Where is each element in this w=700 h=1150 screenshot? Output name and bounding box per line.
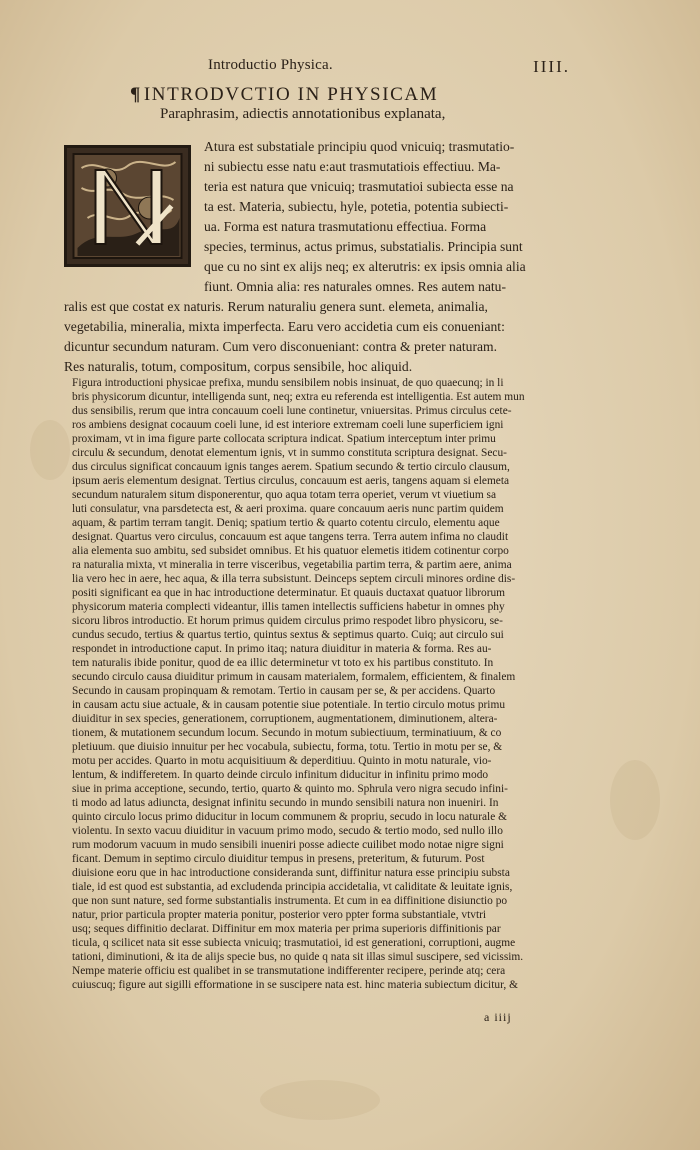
lead-line: ta est. Materia, subiectu, hyle, potetia, potentia subiecti-: [204, 199, 509, 214]
commentary-line: luti consulatur, vna parsdetecta est, & aeri proxima. quare concauum aeris nunc partim quidem: [72, 503, 504, 515]
chapter-title-text: INTRODVCTIO IN PHYSICAM: [143, 84, 439, 105]
commentary-line: que non sunt nature, sed forme substantialis instrumenta. Et cum in ea diffinitione disiunctio po: [72, 895, 508, 907]
lead-line: que cu no sint ex alijs neq; ex alterutris: ex ipsis omnia alia: [204, 259, 526, 274]
paper-stain: [30, 420, 70, 480]
paper-stain: [260, 1080, 380, 1120]
commentary-line: Nempe materie officiu est qualibet in se transmutatione indifferenter recipere, perinde atq; cera: [72, 965, 506, 977]
commentary-line: dus sensibilis, rerum que intra concauum coeli lune continetur, vniuersitas. Primus circulus cete-: [72, 405, 512, 417]
commentary-line: quinto circulo locus primo diducitur in locum communem & propriu, secudo in locu naturale &: [72, 811, 507, 823]
commentary-line: tionem, & mutationem secundum locum. Secundo in motum subiectiuum, terminatiuum, & co: [72, 727, 502, 739]
commentary-line: usq; seques diffinitio declarat. Diffinitur em mox materia per prima superioris diffinitionis par: [72, 923, 501, 935]
commentary-line: tiale, id est quod est substantia, ad excludenda principia accidetalia, vt caliditate & leuitate ignis,: [72, 881, 513, 893]
commentary-line: Figura introductioni physicae prefixa, mundu sensibilem nobis insinuat, de quo quaecunq; in li: [72, 377, 504, 389]
commentary-line: ra naturalia mixta, vt mineralia in terre visceribus, vegetabilia partim terra, & partim aere, anima: [72, 559, 512, 571]
commentary-line: designat. Quartus vero circulus, concauum est aque tangens terra. Terra autem infima no claudit: [72, 531, 509, 543]
lead-line: Atura est substatiale principiu quod vnicuiq; trasmutatio-: [204, 139, 515, 154]
commentary-line: in causam actu siue actuale, & in causam potentie siue potentiale. In tertio circulo motus primu: [72, 699, 506, 711]
commentary-line: siue in prima acceptione, secundo, tertio, quarto & quinto mo. Sphrula vero nigra secudo infini-: [72, 783, 508, 795]
lead-line: ralis est que costat ex naturis. Rerum naturaliu genera sunt. elemeta, animalia,: [64, 299, 488, 314]
woodcut-illustration: [67, 148, 188, 264]
paper-stain: [610, 760, 660, 840]
decorated-initial-n-icon: [64, 145, 191, 267]
commentary-line: ticula, q scilicet nata sit esse subiecta vnicuiq; trasmutatioi, id est generationi, corruptioni, augme: [72, 937, 516, 949]
lead-line: species, terminus, actus primus, substatialis. Principia sunt: [204, 239, 523, 254]
commentary-line: circulu & secundum, denotat elementum ignis, vt in summo constituta scriptura designat. Secu-: [72, 447, 507, 459]
commentary-line: secundo circulo causa diuiditur primum in causam materialem, formalem, efficientem, & finalem: [72, 671, 516, 683]
signature-mark: a iiij: [484, 1010, 512, 1024]
commentary-line: lentum, & indifferetem. In quarto deinde circulo infinitum diducitur in infinitu primo modo: [72, 769, 489, 781]
commentary-line: lia vero hec in aere, hec aqua, & illa terra subsistunt. Deinceps septem circuli minores ordine dis-: [72, 573, 516, 585]
commentary-line: cuiuscuq; figure aut sigilli efformatione in se suscipere nata est. hinc materia subiectum dicitur, &: [72, 979, 518, 991]
commentary-line: natur, prior particula propter materia ponitur, posterior vero ppter forma substantiale, vtvtri: [72, 909, 487, 921]
commentary-line: dus circulus significat concauum ignis tanges aerem. Spatium secundo & tertio circulo clausum,: [72, 461, 510, 473]
chapter-title: [130, 84, 570, 106]
commentary-line: motu per accides. Quarto in motu acquisitiuum & deperditiuu. Quinto in motu naturale, vio-: [72, 755, 492, 767]
commentary-line: aquam, & partim terram tangit. Deniq; spatium tertio & quarto cotentu circulo, elementu aque: [72, 517, 500, 529]
commentary-line: violentu. In sexto vacuu diuiditur in vacuum primo modo, secudo & tertio modo, sed nullo illo: [72, 825, 503, 837]
commentary-line: sicoru libros introductio. Et horum primus quidem circulus primo respodet libro physicoru, se-: [72, 615, 503, 627]
lead-line: vegetabilia, mineralia, mixta imperfecta. Earu vero accidetia cum eis conueniant:: [64, 319, 505, 334]
commentary-line: physicorum materia complecti videantur, illis tamen intellectis sufficiens habetur in omnes phy: [72, 601, 505, 613]
commentary-line: ti modo ad latus adiuncta, designat infinitu secundo in mundo sensibili natura non inueniri. In: [72, 797, 499, 809]
commentary-line: rum modorum vacuum in mudo sensibili inueniri posse adiecte cuilibet modo notae nigre signi: [72, 839, 504, 851]
commentary-line: ipsum aeris elementum designat. Tertius circulus, concauum est aeris, tangens aquam si elemeta: [72, 475, 510, 487]
commentary-line: bris physicorum dicuntur, intelligenda sunt, neq; extra eu referenda est intelligentia. Est autem mun: [72, 391, 525, 403]
commentary-line: diuiditur in sex species, generationem, corruptionem, augmentationem, diminutionem, altera-: [72, 713, 498, 725]
running-head: [208, 57, 570, 74]
lead-line: dicuntur secundum naturam. Cum vero disconueniant: contra & preter naturam.: [64, 339, 497, 354]
commentary-line: pletiuum. que diuisio innuitur per hec vocabula, subiectu, forma, totu. Tertio in motu per se, &: [72, 741, 503, 753]
commentary-line: Secundo in causam propinquam & remotam. Tertio in causam per se, & per accidens. Quarto: [72, 685, 496, 697]
lead-line: ua. Forma est natura trasmutationu effectiua. Forma: [204, 219, 487, 234]
lead-line: Res naturalis, totum, compositum, corpus sensibile, hoc aliquid.: [64, 359, 413, 374]
commentary-line: positi significant ea que in hac introductione determinatur. Et quauis ductaxat quatuor librorum: [72, 587, 506, 599]
lead-line: ni subiectu esse natu e:aut trasmutatiois effectiuu. Ma-: [204, 159, 501, 174]
lead-line: teria est natura que vnicuiq; trasmutatioi subiecta esse na: [204, 179, 514, 194]
commentary-line: secundum naturalem situm disponerentur, quo aqua totam terra operiet, verum vt viuetium sa: [72, 489, 497, 501]
commentary-line: ros ambiens designat cocauum coeli lune, id est interiore extremam coeli lune superficiem igni: [72, 419, 504, 431]
commentary-line: tem naturalis ibide ponitur, quod de ea illic determinetur vt toto ex his partibus constituto. In: [72, 657, 494, 669]
folio-number: IIII.: [533, 57, 570, 76]
commentary-line: cundus secudo, tertius & quartus tertio, quintus sextus & septimus quarto. Cuiq; aut circulo sui: [72, 629, 504, 641]
running-head-title: Introductio Physica.: [208, 57, 333, 73]
commentary-line: alia elementa suo ambitu, sed subsidet omnibus. Et his quatuor elemetis itidem cotinentur corpo: [72, 545, 509, 557]
commentary-line: ficant. Demum in septimo circulo diuiditur tempus in presens, preteritum, & futurum. Post: [72, 853, 485, 865]
commentary-line: tationi, diminutioni, & ita de alijs specie bus, no quide q nata sit illas simul suscipere, sed vicissim.: [72, 951, 524, 963]
lead-line: fiunt. Omnia alia: res naturales omnes. Res autem natu-: [204, 279, 506, 294]
chapter-subtitle: Paraphrasim, adiectis annotationibus explanata,: [160, 106, 446, 122]
commentary-line: diuisione eoru que in hac introductione consideranda sunt, diffinitur natura esse principiu substa: [72, 867, 510, 879]
pilcrow-icon: ¶: [130, 84, 142, 105]
commentary-line: respondet in introductione caput. In primo itaq; natura diuiditur in materia & forma. Res au-: [72, 643, 492, 655]
commentary-line: proximam, vt in ima figure parte collocata scriptura indicat. Spatium interceptum inter primu: [72, 433, 496, 445]
